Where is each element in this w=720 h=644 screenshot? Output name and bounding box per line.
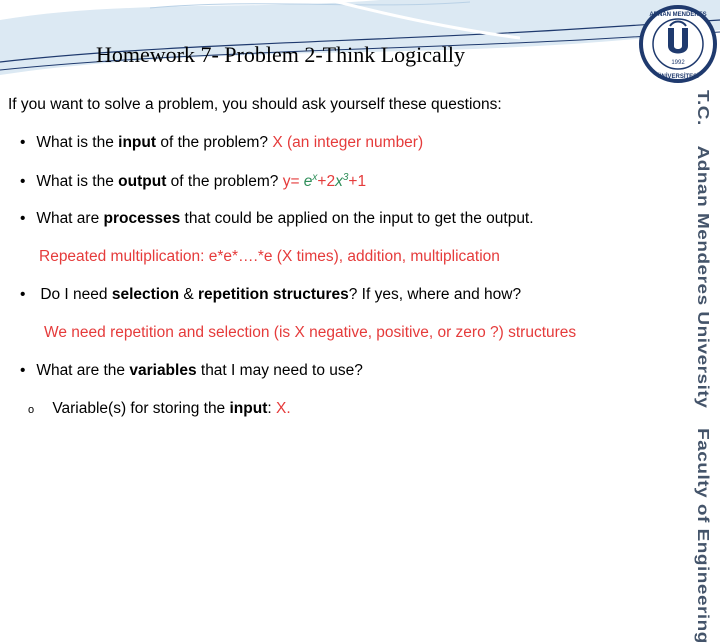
- slide-title: Homework 7- Problem 2-Think Logically: [96, 42, 466, 67]
- question-structures: • Do I need selection & repetition structures? If yes, where and how?: [20, 286, 522, 303]
- side-label-tc: T.C.: [693, 90, 712, 126]
- side-label-faculty: Faculty of Engineering: [693, 428, 712, 644]
- question-processes: • What are processes that could be applied on the input to get the output.: [20, 210, 534, 227]
- question-output: • What is the output of the problem? $y= e^x+2x^3+1$: [20, 172, 367, 191]
- subitem-marker: o: [28, 404, 35, 416]
- faculty-vertical-label: [693, 90, 711, 644]
- intro-text: If you want to solve a problem, you should ask yourself these questions:: [8, 96, 502, 113]
- svg-text:ADNAN MENDERES: ADNAN MENDERES: [649, 12, 707, 18]
- question-input: • What is the input of the problem? X (an integer number): [20, 134, 424, 151]
- subitem-input-variable: o Variable(s) for storing the input: X.: [28, 400, 291, 417]
- answer-output: $y= e^x+2x^3+1$: [282, 172, 367, 191]
- svg-text:1992: 1992: [671, 60, 685, 66]
- answer-structures: We need repetition and selection (is X negative, positive, or zero ?) structures: [44, 324, 577, 341]
- question-variables: • What are the variables that I may need to use?: [20, 362, 363, 379]
- svg-text:ÜNİVERSİTESİ: ÜNİVERSİTESİ: [657, 74, 699, 80]
- side-label-university: Adnan Menderes University: [693, 145, 712, 409]
- answer-input: X (an integer number): [272, 134, 424, 151]
- answer-processes: Repeated multiplication: e*e*….*e (X times), addition, multiplication: [39, 248, 500, 265]
